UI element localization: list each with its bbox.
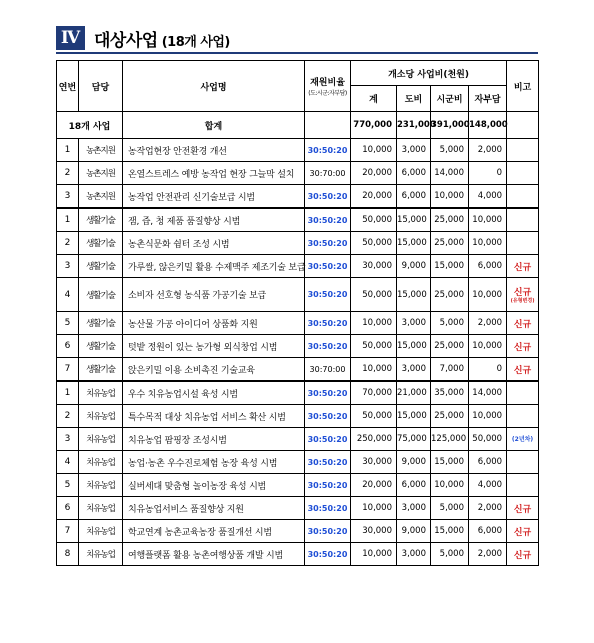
row-name: 잼, 즙, 청 제품 품질향상 시범 <box>123 208 305 232</box>
row-jabu: 14,000 <box>469 381 507 405</box>
col-header-dept: 담당 <box>79 61 123 112</box>
row-total: 50,000 <box>351 208 397 232</box>
row-note <box>507 139 539 162</box>
row-name: 농촌식문화 쉼터 조성 시범 <box>123 232 305 255</box>
row-total: 70,000 <box>351 381 397 405</box>
col-header-sigunbi: 시군비 <box>431 86 469 112</box>
table-row <box>57 312 539 335</box>
section-title-count: (18개 사업) <box>161 34 230 50</box>
row-no: 3 <box>57 255 79 278</box>
row-note <box>507 312 539 335</box>
summary-jabu: 148,000 <box>469 112 507 139</box>
row-sigunbi: 125,000 <box>431 428 469 451</box>
row-dobi: 21,000 <box>397 381 431 405</box>
row-name: 텃밭 정원이 있는 농가형 외식창업 시범 <box>123 335 305 358</box>
section-number-badge: Ⅳ <box>56 26 85 50</box>
row-dept: 치유농업 <box>79 428 123 451</box>
new-badge: 신규 <box>513 319 532 330</box>
title-underline <box>56 52 538 54</box>
row-total: 10,000 <box>351 358 397 382</box>
row-jabu: 2,000 <box>469 312 507 335</box>
new-badge: 신규 <box>513 527 532 538</box>
row-ratio: 30:70:00 <box>305 162 351 185</box>
new-badge: 신규 <box>513 504 532 515</box>
row-sigunbi: 5,000 <box>431 312 469 335</box>
table-row <box>57 543 539 566</box>
row-jabu: 2,000 <box>469 543 507 566</box>
row-total: 10,000 <box>351 497 397 520</box>
row-sigunbi: 25,000 <box>431 232 469 255</box>
row-dobi: 3,000 <box>397 139 431 162</box>
row-name: 농작업현장 안전환경 개선 <box>123 139 305 162</box>
row-jabu: 2,000 <box>469 139 507 162</box>
row-ratio: 30:50:20 <box>305 312 351 335</box>
row-note <box>507 405 539 428</box>
summary-note <box>507 112 539 139</box>
row-ratio: 30:50:20 <box>305 474 351 497</box>
row-dobi: 15,000 <box>397 278 431 312</box>
row-jabu: 4,000 <box>469 185 507 209</box>
row-dobi: 3,000 <box>397 543 431 566</box>
row-no: 2 <box>57 405 79 428</box>
row-dept: 치유농업 <box>79 520 123 543</box>
row-name: 여행플랫폼 활용 농촌여행상품 개발 시범 <box>123 543 305 566</box>
row-note <box>507 520 539 543</box>
row-dept: 생활기술 <box>79 255 123 278</box>
table-row <box>57 381 539 405</box>
row-total: 30,000 <box>351 255 397 278</box>
summary-sigunbi: 391,000 <box>431 112 469 139</box>
col-header-ratio-label: 재원비율 <box>310 78 345 88</box>
row-total: 30,000 <box>351 520 397 543</box>
table-row <box>57 335 539 358</box>
row-no: 2 <box>57 232 79 255</box>
row-dobi: 3,000 <box>397 497 431 520</box>
row-note <box>507 232 539 255</box>
row-jabu: 4,000 <box>469 474 507 497</box>
row-note <box>507 474 539 497</box>
row-note <box>507 335 539 358</box>
row-note <box>507 451 539 474</box>
table-row <box>57 358 539 382</box>
col-header-ratio <box>305 61 351 112</box>
row-ratio: 30:50:20 <box>305 185 351 209</box>
row-ratio: 30:50:20 <box>305 139 351 162</box>
col-header-cost-group: 개소당 사업비(천원) <box>351 61 507 86</box>
new-badge: 신규 <box>513 342 532 353</box>
row-note <box>507 497 539 520</box>
row-dept: 치유농업 <box>79 474 123 497</box>
table-row <box>57 497 539 520</box>
row-note <box>507 381 539 405</box>
row-jabu: 10,000 <box>469 208 507 232</box>
row-no: 2 <box>57 162 79 185</box>
row-sigunbi: 5,000 <box>431 139 469 162</box>
row-sigunbi: 15,000 <box>431 520 469 543</box>
row-sigunbi: 15,000 <box>431 451 469 474</box>
table-row <box>57 428 539 451</box>
row-jabu: 10,000 <box>469 278 507 312</box>
row-name: 가루쌀, 않은키밀 활용 수제맥주 제조기술 보급 <box>123 255 305 278</box>
row-dept: 생활기술 <box>79 312 123 335</box>
row-sigunbi: 25,000 <box>431 405 469 428</box>
row-sigunbi: 7,000 <box>431 358 469 382</box>
new-badge: 신규 <box>513 288 532 298</box>
row-total: 10,000 <box>351 543 397 566</box>
summary-row <box>57 112 539 139</box>
row-jabu: 0 <box>469 358 507 382</box>
row-ratio: 30:50:20 <box>305 335 351 358</box>
row-total: 50,000 <box>351 232 397 255</box>
new-badge: 신규 <box>513 365 532 376</box>
row-ratio: 30:50:20 <box>305 543 351 566</box>
row-no: 3 <box>57 428 79 451</box>
row-ratio: 30:50:20 <box>305 497 351 520</box>
section-header <box>56 26 230 50</box>
table-header <box>57 61 539 112</box>
row-name: 치유농업 팜핑장 조성시범 <box>123 428 305 451</box>
row-dept: 생활기술 <box>79 278 123 312</box>
row-ratio: 30:70:00 <box>305 358 351 382</box>
row-jabu: 6,000 <box>469 520 507 543</box>
row-total: 250,000 <box>351 428 397 451</box>
table-row <box>57 520 539 543</box>
row-dept: 농촌지원 <box>79 185 123 209</box>
row-total: 20,000 <box>351 162 397 185</box>
table-row <box>57 255 539 278</box>
row-no: 1 <box>57 208 79 232</box>
row-dobi: 6,000 <box>397 185 431 209</box>
row-dept: 치유농업 <box>79 543 123 566</box>
row-jabu: 50,000 <box>469 428 507 451</box>
row-note <box>507 428 539 451</box>
table-body <box>57 112 539 566</box>
col-header-dobi: 도비 <box>397 86 431 112</box>
row-dept: 치유농업 <box>79 497 123 520</box>
row-name: 농업·농촌 우수진로체험 농장 육성 시범 <box>123 451 305 474</box>
row-sigunbi: 14,000 <box>431 162 469 185</box>
row-total: 50,000 <box>351 278 397 312</box>
row-dobi: 15,000 <box>397 335 431 358</box>
row-ratio: 30:50:20 <box>305 208 351 232</box>
row-note <box>507 358 539 382</box>
row-total: 10,000 <box>351 312 397 335</box>
row-ratio: 30:50:20 <box>305 381 351 405</box>
row-name: 앉은키밀 이용 소비촉진 기술교육 <box>123 358 305 382</box>
row-no: 5 <box>57 312 79 335</box>
row-dept: 생활기술 <box>79 232 123 255</box>
row-sigunbi: 25,000 <box>431 278 469 312</box>
row-total: 20,000 <box>351 185 397 209</box>
note-sub-label: (유형변경) <box>510 298 535 304</box>
row-dobi: 9,000 <box>397 255 431 278</box>
row-jabu: 2,000 <box>469 497 507 520</box>
row-dobi: 3,000 <box>397 358 431 382</box>
row-no: 5 <box>57 474 79 497</box>
row-dobi: 9,000 <box>397 451 431 474</box>
row-name: 실버세대 맞춤형 놀이농장 육성 시범 <box>123 474 305 497</box>
row-name: 학교연계 농촌교육농장 품질개선 시범 <box>123 520 305 543</box>
row-no: 1 <box>57 381 79 405</box>
col-header-no: 연번 <box>57 61 79 112</box>
col-header-jabu: 자부담 <box>469 86 507 112</box>
row-dept: 치유농업 <box>79 405 123 428</box>
row-total: 20,000 <box>351 474 397 497</box>
row-ratio: 30:50:20 <box>305 255 351 278</box>
row-dept: 생활기술 <box>79 208 123 232</box>
row-dobi: 6,000 <box>397 474 431 497</box>
row-dept: 치유농업 <box>79 451 123 474</box>
row-total: 10,000 <box>351 139 397 162</box>
row-jabu: 10,000 <box>469 405 507 428</box>
section-title-main: 대상사업 <box>94 30 158 51</box>
row-dobi: 9,000 <box>397 520 431 543</box>
summary-total: 770,000 <box>351 112 397 139</box>
row-sigunbi: 35,000 <box>431 381 469 405</box>
row-no: 4 <box>57 278 79 312</box>
new-badge: 신규 <box>513 262 532 273</box>
row-dobi: 15,000 <box>397 232 431 255</box>
summary-ratio <box>305 112 351 139</box>
row-name: 우수 치유농업시설 육성 시범 <box>123 381 305 405</box>
row-sigunbi: 5,000 <box>431 543 469 566</box>
row-no: 1 <box>57 139 79 162</box>
row-ratio: 30:50:20 <box>305 451 351 474</box>
row-dobi: 3,000 <box>397 312 431 335</box>
row-dobi: 6,000 <box>397 162 431 185</box>
row-ratio: 30:50:20 <box>305 232 351 255</box>
row-note <box>507 208 539 232</box>
table-row <box>57 139 539 162</box>
table-row <box>57 232 539 255</box>
col-header-total: 계 <box>351 86 397 112</box>
table-row <box>57 451 539 474</box>
row-jabu: 6,000 <box>469 451 507 474</box>
table-row <box>57 474 539 497</box>
summary-dobi: 231,000 <box>397 112 431 139</box>
row-name: 온열스트레스 예방 농작업 현장 그늘막 설치 <box>123 162 305 185</box>
row-jabu: 10,000 <box>469 335 507 358</box>
row-total: 50,000 <box>351 405 397 428</box>
row-sigunbi: 15,000 <box>431 255 469 278</box>
year-label: (2년차) <box>511 436 534 443</box>
row-ratio: 30:50:20 <box>305 428 351 451</box>
row-dept: 생활기술 <box>79 358 123 382</box>
table-row <box>57 162 539 185</box>
row-sigunbi: 5,000 <box>431 497 469 520</box>
table-row <box>57 185 539 209</box>
row-total: 50,000 <box>351 335 397 358</box>
summary-total-label: 합계 <box>123 112 305 139</box>
row-no: 6 <box>57 497 79 520</box>
col-header-ratio-sub: (도:시군:자부담) <box>308 90 347 97</box>
row-no: 6 <box>57 335 79 358</box>
row-name: 소비자 선호형 농식품 가공기술 보급 <box>123 278 305 312</box>
section-title <box>94 26 230 51</box>
row-sigunbi: 10,000 <box>431 185 469 209</box>
project-table <box>56 60 539 566</box>
row-note <box>507 543 539 566</box>
row-note <box>507 278 539 312</box>
row-sigunbi: 10,000 <box>431 474 469 497</box>
row-note <box>507 162 539 185</box>
row-dobi: 15,000 <box>397 208 431 232</box>
row-sigunbi: 25,000 <box>431 335 469 358</box>
row-no: 7 <box>57 520 79 543</box>
row-ratio: 30:50:20 <box>305 278 351 312</box>
table-row <box>57 405 539 428</box>
row-dept: 생활기술 <box>79 335 123 358</box>
table-row <box>57 278 539 312</box>
new-badge: 신규 <box>513 550 532 561</box>
row-name: 특수목적 대상 치유농업 서비스 확산 시범 <box>123 405 305 428</box>
row-dobi: 15,000 <box>397 405 431 428</box>
table-row <box>57 208 539 232</box>
col-header-note: 비고 <box>507 61 539 112</box>
row-jabu: 6,000 <box>469 255 507 278</box>
col-header-name: 사업명 <box>123 61 305 112</box>
summary-label: 18개 사업 <box>57 112 123 139</box>
row-jabu: 0 <box>469 162 507 185</box>
row-dept: 치유농업 <box>79 381 123 405</box>
row-name: 농산물 가공 아이디어 상품화 지원 <box>123 312 305 335</box>
row-dept: 농촌지원 <box>79 139 123 162</box>
row-total: 30,000 <box>351 451 397 474</box>
row-note <box>507 185 539 209</box>
row-no: 8 <box>57 543 79 566</box>
row-no: 4 <box>57 451 79 474</box>
row-note <box>507 255 539 278</box>
row-ratio: 30:50:20 <box>305 520 351 543</box>
row-no: 7 <box>57 358 79 382</box>
row-name: 농작업 안전관리 신기술보급 시범 <box>123 185 305 209</box>
row-dept: 농촌지원 <box>79 162 123 185</box>
row-ratio: 30:50:20 <box>305 405 351 428</box>
row-no: 3 <box>57 185 79 209</box>
row-dobi: 75,000 <box>397 428 431 451</box>
row-name: 치유농업서비스 품질향상 지원 <box>123 497 305 520</box>
row-sigunbi: 25,000 <box>431 208 469 232</box>
row-jabu: 10,000 <box>469 232 507 255</box>
